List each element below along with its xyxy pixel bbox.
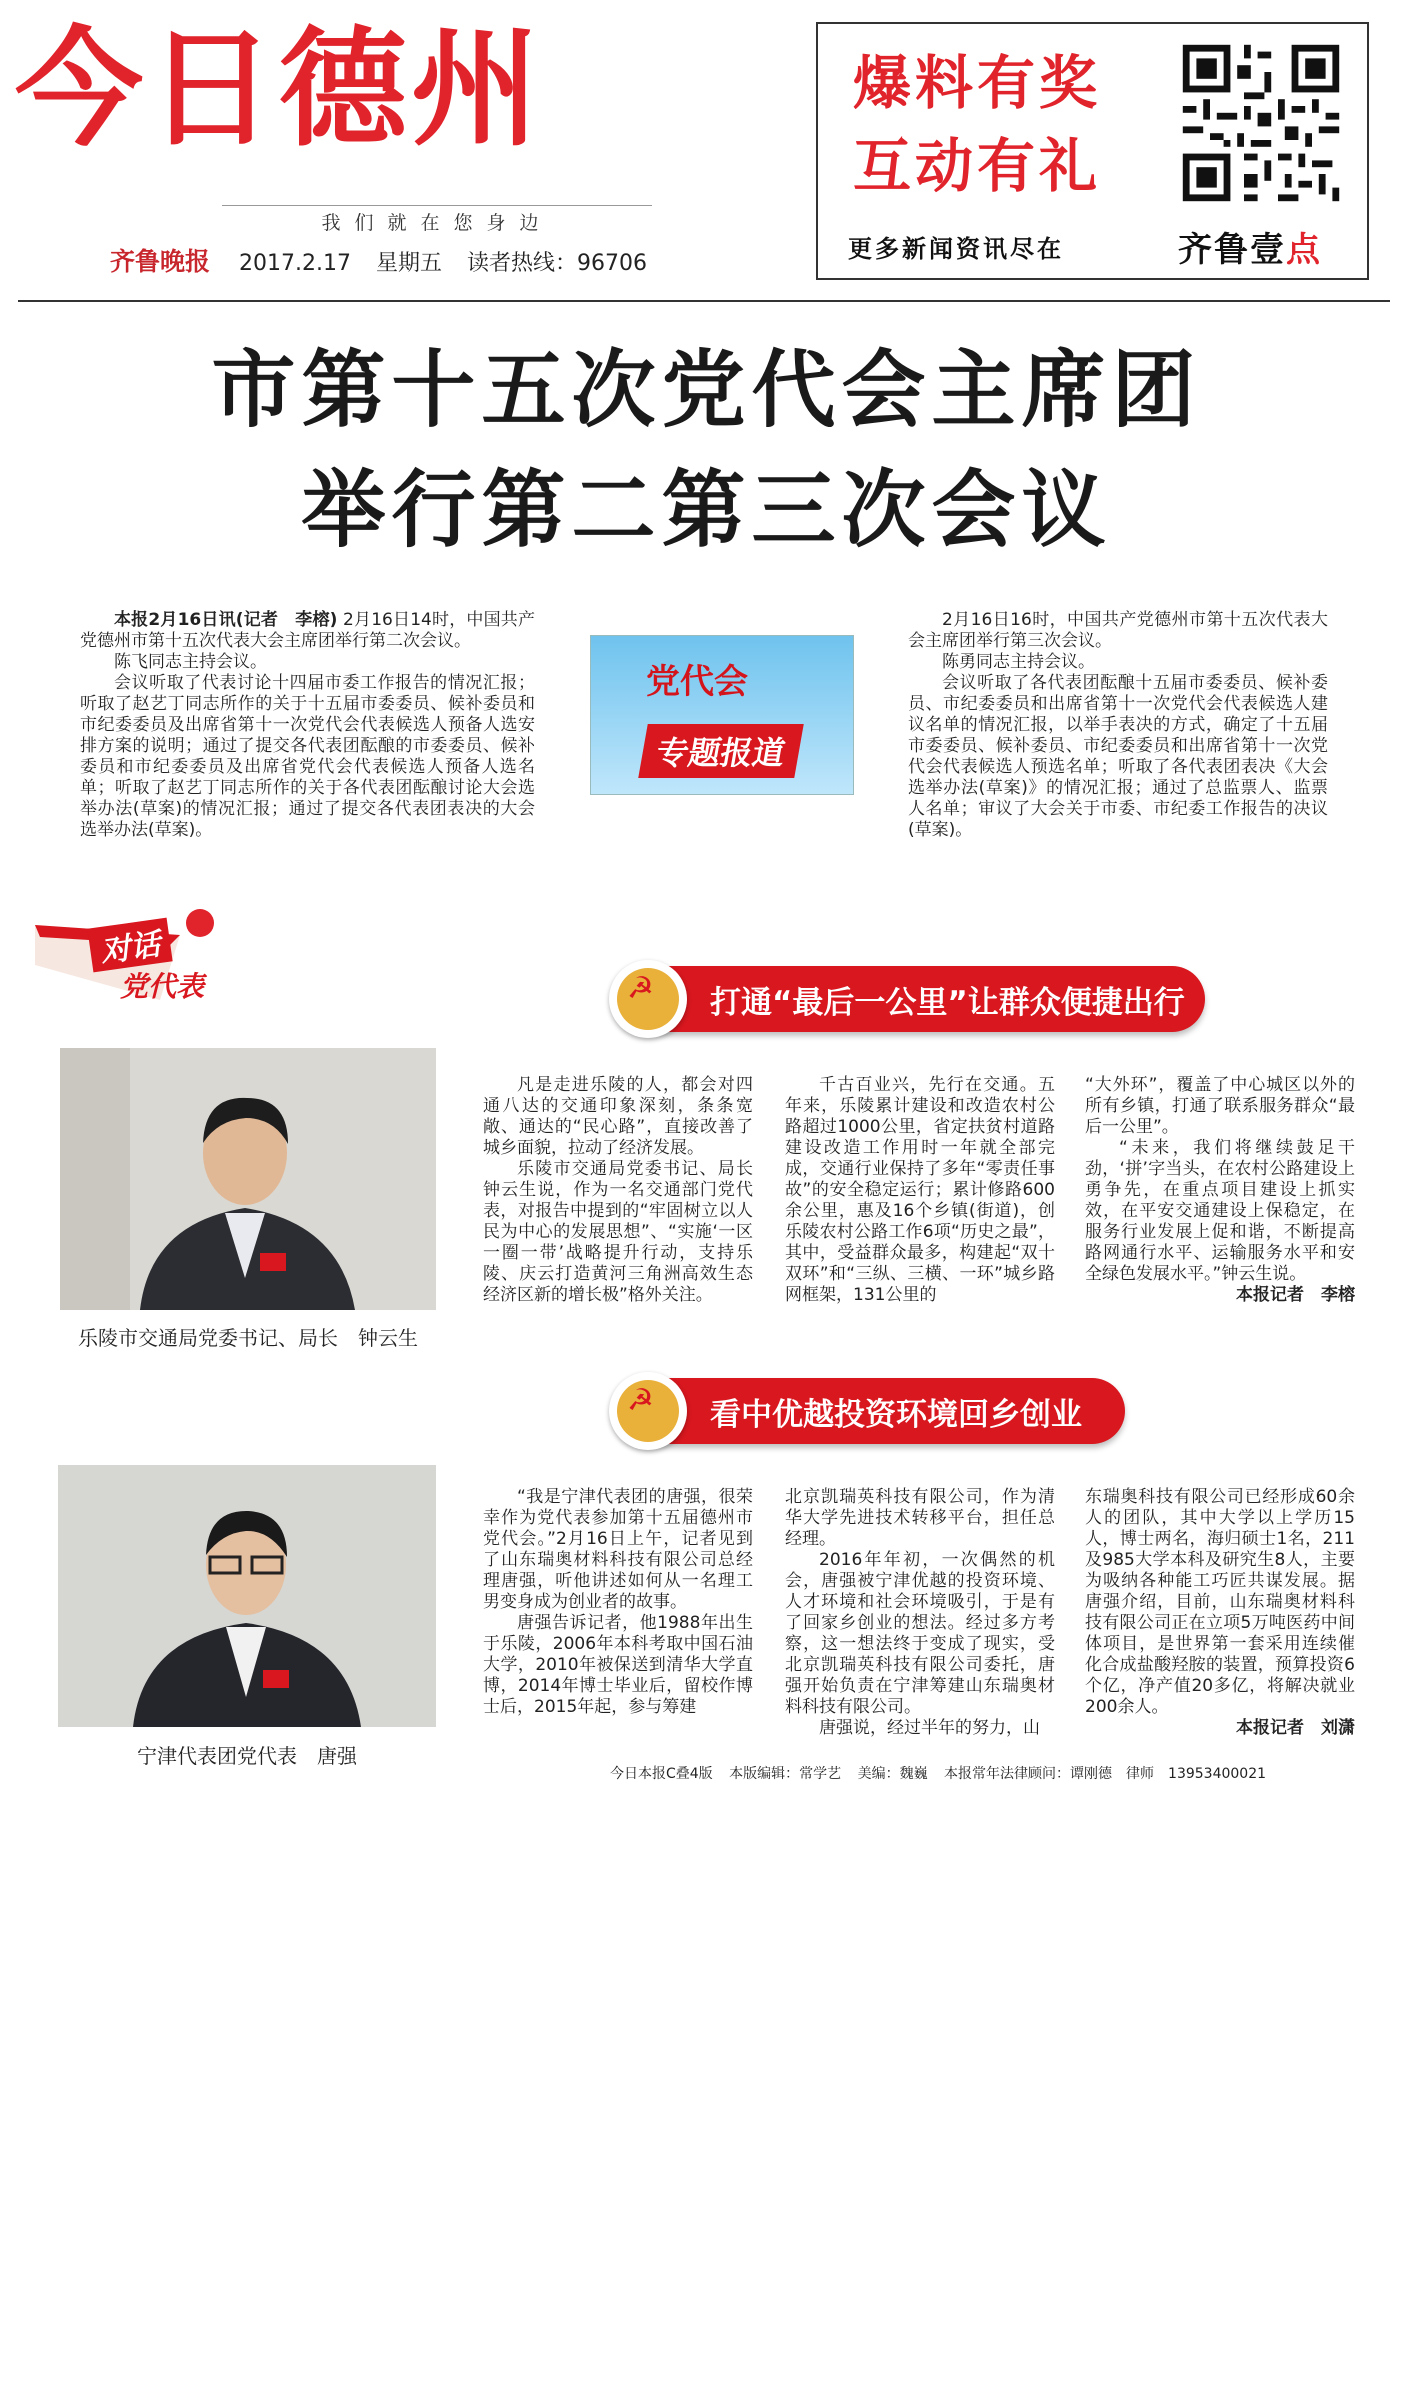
- qr-code-icon: [1176, 38, 1346, 208]
- issue-date: 2017.2.17: [239, 251, 351, 276]
- promo-line-1: 爆料有奖: [853, 49, 1102, 117]
- section1-col1: 凡是走进乐陵的人，都会对四通八达的交通印象深刻，条条宽敞、通达的“民心路”，直接改善了城乡面貌，拉动了经济发展。 乐陵市交通局党委书记、局长钟云生说，作为一名交通部门党代表，对报告中提到的“牢固树立以人民为中心的发展思想”、“实施‘一区一圈一带’战略提升行动，支持乐陵、庆云打造黄河三角洲高效生态经济区新的增长极”格外关注。: [483, 1075, 753, 1305]
- party-congress-feature-banner: [590, 635, 854, 795]
- promo-ad-box: [816, 22, 1369, 280]
- portrait-image: [60, 1048, 436, 1310]
- footer-legal-counsel: 本报常年法律顾问：谭刚德 律师 13953400021: [944, 1766, 1267, 1782]
- article-second-meeting: 本报2月16日讯(记者 李榕) 2月16日14时，中国共产党德州市第十五次代表大会主席团举行第二次会议。 陈飞同志主持会议。 会议听取了代表讨论十四届市委工作报告的情况汇报；听取了赵艺丁同志所作的关于十五届市委委员、候补委员和市纪委委员及出席省第十一次党代会代表候选人预备人选安排方案的说明；通过了提交各代表团酝酿的市委委员、候补委员和市纪委委员及出席省党代会代表候选人预备人选名单；听取了赵艺丁同志所作的关于各代表团酝酿讨论大会选举办法(草案)的情况汇报；通过了提交各代表团表决的大会选举办法(草案)。: [80, 610, 535, 840]
- section1-col3: “大外环”，覆盖了中心城区以外的所有乡镇，打通了联系服务群众“最后一公里”。 “未来，我们将继续鼓足干劲，‘拼’字当头，在农村公路建设上勇争先，在重点项目建设上抓实效，在平安交通建设上保稳定，在服务行业发展上促和谐，不断提高路网通行水平、运输服务水平和安全绿色发展水平。”钟云生说。 本报记者 李榕: [1085, 1075, 1355, 1305]
- masthead-info: [110, 242, 665, 278]
- section2-col3: 东瑞奥科技有限公司已经形成60余人的团队，其中大学以上学历15人，博士两名，海归硕士1名，211及985大学本科及研究生8人，主要为吸纳各种能工巧匠共谋发展。据唐强介绍，目前，山东瑞奥材料科技有限公司正在立项5万吨医药中间体项目，是世界第一套采用连续催化合成盐酸羟胺的装置，预算投资6个亿，净产值20多亿，将解决就业200余人。 本报记者 刘潇: [1085, 1487, 1355, 1738]
- photo-caption-2: 宁津代表团党代表 唐强: [137, 1744, 357, 1768]
- masthead-slogan: 我们就在您身边: [222, 205, 652, 235]
- footer-editor: 本版编辑：常学艺: [729, 1766, 842, 1782]
- section2-byline: 本报记者 刘潇: [1236, 1718, 1355, 1738]
- feature-subtitle: 专题报道: [638, 724, 804, 778]
- section2-header: ☭ 看中优越投资环境回乡创业: [615, 1378, 1125, 1444]
- photo-zhong-yunsheng: [60, 1048, 436, 1310]
- article-dateline: 本报2月16日讯(记者 李榕): [114, 610, 338, 630]
- portrait-image: [58, 1465, 436, 1727]
- section1-header: ☭ 打通“最后一公里”让群众便捷出行: [615, 966, 1205, 1032]
- section2-col1: “我是宁津代表团的唐强，很荣幸作为党代表参加第十五届德州市党代会。”2月16日上午，记者见到了山东瑞奥材料科技有限公司总经理唐强，听他讲述如何从一名理工男变身成为创业者的故事。 唐强告诉记者，他1988年出生于乐陵，2006年本科考取中国石油大学，2010年被保送到清华大学直博，2014年博士毕业后，留校作博士后，2015年起，参与筹建: [483, 1487, 753, 1717]
- dialogue-column-tag: 对话 党代表: [30, 905, 220, 1010]
- qilu-logo: 齐鲁壹点: [1178, 230, 1322, 270]
- masthead-divider: [18, 300, 1390, 302]
- section2-col2: 北京凯瑞英科技有限公司，作为清华大学先进技术转移平台，担任总经理。 2016年年初，一次偶然的机会，唐强被宁津优越的投资环境、人才环境和社会环境吸引，于是有了回家乡创业的想法。经过多方考察，这一想法终于变成了现实，受北京凯瑞英科技有限公司委托，唐强开始负责在宁津筹建山东瑞奥材料科技有限公司。 唐强说，经过半年的努力，山: [785, 1487, 1055, 1738]
- section1-byline: 本报记者 李榕: [1236, 1285, 1355, 1305]
- promo-sub: 更多新闻资讯尽在: [848, 234, 1064, 263]
- footer-edition: 今日本报C叠4版: [610, 1766, 713, 1782]
- party-emblem-icon: ☭: [609, 1372, 687, 1450]
- headline-line-2: 举行第二第三次会议: [301, 461, 1112, 559]
- section1-col2: 千古百业兴，先行在交通。五年来，乐陵累计建设和改造农村公路超过1000公里，省定扶贫村道路建设改造工作用时一年就全部完成，交通行业保持了多年“零责任事故”的安全稳定运行；累计修路600余公里，惠及16个乡镇(街道)，创乐陵农村公路工作6项“历史之最”，其中，受益群众最多，构建起“双十双环”和“三纵、三横、一环”城乡路网框架，131公里的: [785, 1075, 1055, 1305]
- reader-hotline: 读者热线：96706: [467, 251, 647, 276]
- headline-line-1: 市第十五次党代会主席团: [211, 341, 1202, 439]
- page-footer: [610, 1763, 1278, 1783]
- photo-tang-qiang: [58, 1465, 436, 1727]
- party-emblem-icon: ☭: [609, 960, 687, 1038]
- newspaper-brand: 齐鲁晚报: [110, 247, 211, 276]
- footer-designer: 美编：魏巍: [857, 1766, 928, 1782]
- photo-caption-1: 乐陵市交通局党委书记、局长 钟云生: [78, 1326, 418, 1350]
- feature-title: 党代会: [646, 662, 748, 702]
- issue-weekday: 星期五: [375, 251, 442, 276]
- promo-line-2: 互动有礼: [853, 132, 1102, 200]
- masthead-title: 今日德州: [15, 15, 544, 164]
- article-third-meeting: 2月16日16时，中国共产党德州市第十五次代表大会主席团举行第三次会议。 陈勇同志主持会议。 会议听取了各代表团酝酿十五届市委委员、候补委员、市纪委委员和出席省第十一次党代会代表候选人建议名单的情况汇报，以举手表决的方式，确定了十五届市委委员、候补委员、市纪委委员和出席省第十一次党代会代表候选人预选名单；听取了各代表团表决《大会选举办法(草案)》的情况汇报；通过了总监票人、监票人名单；审议了大会关于市委、市纪委工作报告的决议(草案)。: [908, 610, 1328, 840]
